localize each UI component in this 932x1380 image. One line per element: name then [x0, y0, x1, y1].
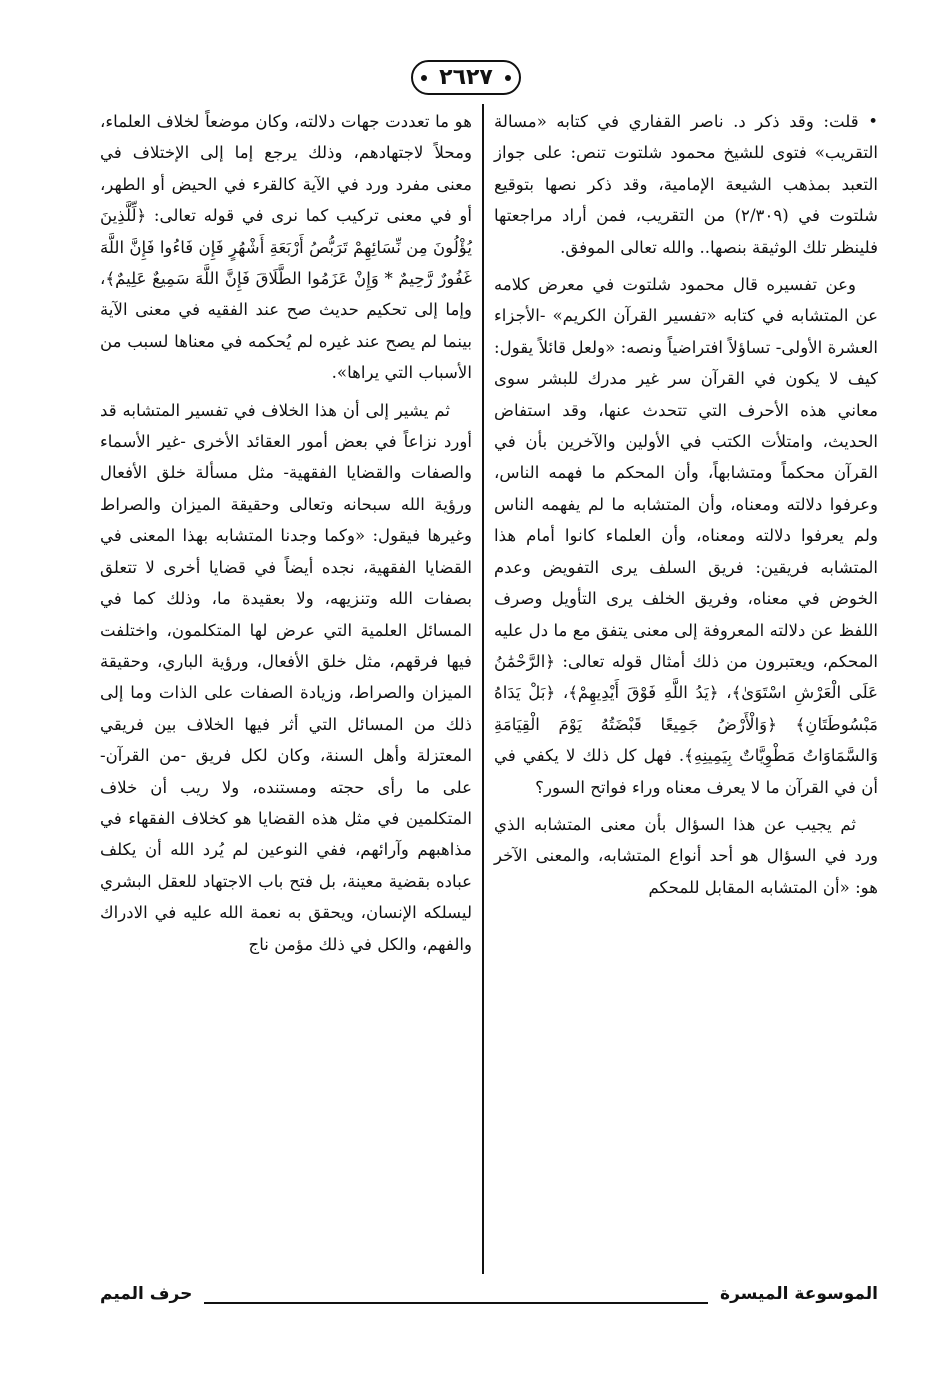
paragraph: وعن تفسيره قال محمود شلتوت في معرض كلامه عن المتشابه في كتابه «تفسير القرآن الكريم» -الأجزاء العشرة الأولى- تساؤلاً افتراضياً ونصه: «ولعل قائلاً يقول: كيف لا يكون في القرآن سر غير مدرك للبشر سوى معاني هذه الأحرف التي تتحدث عنها، وقد استفاض الحديث، وامتلأت الكتب في الأولين والآخرين بأن في القرآن محكماً ومتشابهاً، وأن المحكم ما فهمه الناس، وعرفوا دلالته ومعناه، وأن المتشابه ما لم يفهمه الناس ولم يعرفوا دلالته ومعناه، وأن العلماء كانوا أمام هذا المتشابه فريقين: فريق السلف يرى التفويض وعدم الخوض في معناه، وفريق الخلف يرى التأويل وصرف اللفظ عن دلالته المعروفة إلى معنى يتفق مع ما دل عليه المحكم، ويعتبرون من ذلك أمثال قوله تعالى: ﴿الرَّحْمَٰنُ عَلَى الْعَرْشِ اسْتَوَىٰ﴾، ﴿يَدُ اللَّهِ فَوْقَ أَيْدِيهِمْ﴾، ﴿بَلْ يَدَاهُ مَبْسُوطَتَانِ﴾ ﴿وَالْأَرْضُ جَمِيعًا قَبْضَتُهُ يَوْمَ الْقِيَامَةِ وَالسَّمَاوَاتُ مَطْوِيَّاتٌ بِيَمِينِهِ﴾. فهل كل ذلك لا يكفي في أن في القرآن ما لا يعرف معناه وراء فواتح السور؟	[494, 275, 878, 797]
paragraph: ثم يشير إلى أن هذا الخلاف في تفسير المتشابه قد أورد نزاعاً في بعض أمور العقائد الأخرى -غير الأسماء والصفات والقضايا الفقهية- مثل مسألة خلق الأفعال ورؤية الله سبحانه وتعالى وحقيقة الميزان والصراط وغيرها فيقول: «وكما وجدنا المتشابه بهذا المعنى في القضايا الفقهية، نجده أيضاً في قضايا أخرى لا تتعلق بصفات الله وتنزيهه، ولا بعقيدة ما، وذلك كما في المسائل العلمية التي عرض لها المتكلمون، واختلفت فيها فرقهم، مثل خلق الأفعال، ورؤية الباري، وحقيقة الميزان والصراط، وزيادة الصفات على الذات وما إلى ذلك من المسائل التي أثر فيها الخلاف بين فريقي المعتزلة وأهل السنة، وكان لكل فريق -من القرآن- على ما رأى حجته ومستنده، ولا ريب أن خلاف المتكلمين في مثل هذه القضايا هو كخلاف الفقهاء في مذاهبهم وآرائهم، ففي النوعين لم يُرد الله أن يكلف عباده بقضية معينة، بل فتح باب الاجتهاد للعقل البشري ليسلكه الإنسان، ويحقق به نعمة الله عليه في الادراك والفهم، والكل في ذلك مؤمن ناج	[100, 400, 472, 954]
encyclopedia-title: الموسوعة الميسرة	[720, 1284, 878, 1304]
right-column	[494, 106, 878, 909]
column-divider	[482, 104, 484, 1274]
left-column	[100, 106, 472, 966]
letter-section: حرف الميم	[100, 1284, 193, 1304]
paragraph: هو ما تعددت جهات دلالته، وكان موضعاً لخلاف العلماء، ومحلاً لاجتهادهم، وذلك يرجع إما إلى الإختلاف في معنى مفرد ورد في الآية كالقرء في الحيض أو الطهر، أو في معنى تركيب كما نرى في قوله تعالى: ﴿لِّلَّذِينَ يُؤْلُونَ مِن نِّسَائِهِمْ تَرَبُّصُ أَرْبَعَةِ أَشْهُرٍ فَإِن فَاءُوا فَإِنَّ اللَّهَ غَفُورٌ رَّحِيمٌ * وَإِنْ عَزَمُوا الطَّلَاقَ فَإِنَّ اللَّهَ سَمِيعٌ عَلِيمٌ﴾، وإما إلى تحكيم حديث صح عند الفقيه في معنى الآية بينما لم يصح عند غيره لم يُحكمه في معناها لسبب من الأسباب التي يراها».	[100, 112, 472, 383]
paragraph: ثم يجيب عن هذا السؤال بأن معنى المتشابه الذي ورد في السؤال هو أحد أنواع المتشابه، والمعنى الآخر هو: «أن المتشابه المقابل للمحكم	[494, 814, 878, 897]
paragraph: • قلت: وقد ذكر د. ناصر القفاري في كتابه «مسالة التقريب» فتوى للشيخ محمود شلتوت تنص: على جواز التعبد بمذهب الشيعة الإمامية، وقد ذكر نصها بتوقيع شلتوت في (٢/٣٠٩) من التقريب، فمن أراد مراجعتها فلينظر تلك الوثيقة بنصها.. والله تعالى الموفق.	[494, 112, 878, 257]
page-number-header	[0, 60, 932, 95]
page-number: ٢٦٢٧	[411, 60, 521, 95]
page-footer	[100, 1284, 878, 1310]
footer-rule-left	[204, 1302, 514, 1304]
